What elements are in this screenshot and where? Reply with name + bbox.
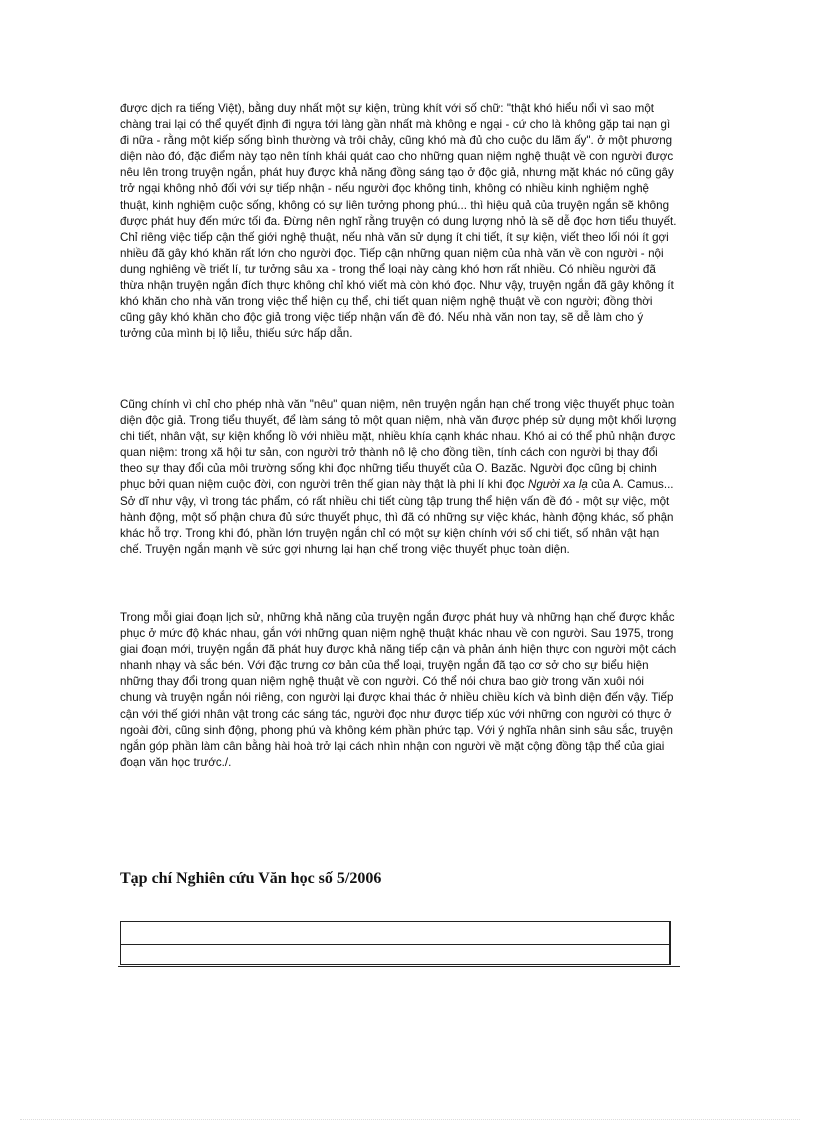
source-citation: Tạp chí Nghiên cứu Văn học số 5/2006 [120, 870, 382, 887]
box-underline [118, 966, 680, 967]
empty-bordered-box [120, 921, 671, 965]
paragraph-3 [120, 610, 678, 771]
page-bottom-edge [20, 1119, 800, 1120]
paragraph-1 [120, 101, 678, 342]
box-divider-line [121, 944, 669, 945]
paragraph-2-text-before: Cũng chính vì chỉ cho phép nhà văn "nêu" quan niệm, nên truyện ngắn hạn chế trong việc thuyết phục toàn diện độc giả. Trong tiểu thuyết, để làm sáng tỏ một quan niệm, nhà văn được phép sử dụng một khối lượng chi tiết, nhân vật, sự kiện khổng lồ với nhiều mặt, nhiều khía cạnh khác nhau. Khó ai có thể phủ nhận được quan niệm: trong xã hội tư sản, con người trở thành nô lệ cho đồng tiền, tính cách con người bị thay đổi theo sự thay đổi của môi trường sống khi đọc những tiểu thuyết của O. Bazăc. Người đọc cũng bị chinh phục bởi quan niệm cuộc đời, con người trên thế gian này thật là phi lí khi đọc [120, 398, 677, 492]
paragraph-3-text: Trong mỗi giai đoạn lịch sử, những khả năng của truyện ngắn được phát huy và những hạn chế được khắc phục ở mức độ khác nhau, gắn với những quan niệm nghệ thuật khác nhau về con người. Sau 1975, trong giai đoạn mới, truyện ngắn đã phát huy được khả năng tiếp cận và phản ánh hiện thực con người một cách nhanh nhạy và sắc bén. Với đặc trưng cơ bản của thể loại, truyện ngắn đã tạo cơ sở cho sự biểu hiện những thay đổi trong quan niệm nghệ thuật về con người. Có thể nói chưa bao giờ trong văn xuôi nói chung và truyện ngắn nói riêng, con người lại được khai thác ở nhiều chiều kích và bình diện đến vậy. Tiếp cận với thế giới nhân vật trong các sáng tác, người đọc như được tiếp xúc với những con người có thực ở ngoài đời, cũng sinh động, phong phú và không kém phần phức tạp. Với ý nghĩa nhân sinh sâu sắc, truyện ngắn góp phần làm cân bằng hài hoà trở lại cách nhìn nhận con người về mặt cộng đồng tập thể của giai đoạn văn học trước./. [120, 611, 677, 769]
book-title-nguoi-xa-la: Người xa lạ [527, 478, 588, 492]
paragraph-1-text: được dịch ra tiếng Việt), bằng duy nhất một sự kiện, trùng khít với số chữ: "thật khó hiểu nổi vì sao một chàng trai lại có thể quyết định đi ngựa tới làng gần nhất mà không e ngại - cứ cho là không gặp tai nạn gì đi nữa - rằng một kiếp sống bình thường và trôi chảy, cũng khó mà đủ cho cuộc du lãm ấy". ở một phương diện nào đó, đặc điểm này tạo nên tính khái quát cao cho những quan niệm nghệ thuật về con người được nêu lên trong truyện ngắn, phát huy được khả năng đồng sáng tạo ở độc giả, nhưng mặt khác nó cũng gây trở ngại không nhỏ đối với sự tiếp nhận - nếu người đọc không tinh, không có nhiều kinh nghiệm nghệ thuật, kinh nghiệm cuộc sống, không có sự liên tưởng phong phú... thì hiệu quả của truyện ngắn sẽ không được phát huy đến mức tối đa. Đừng nên nghĩ rằng truyện có dung lượng nhỏ là sẽ dễ đọc hơn tiểu thuyết. Chỉ riêng việc tiếp cận thế giới nghệ thuật, nếu nhà văn sử dụng ít chi tiết, ít sự kiện, viết theo lối nói ít gợi nhiều đã gây khó khăn rất lớn cho người đọc. Tiếp cận những quan niệm của nhà văn về con người - nội dung nghiêng về triết lí, tư tưởng sâu xa - trong thể loại này càng khó hơn rất nhiều. Có nhiều người đã thừa nhận truyện ngắn đích thực không chỉ khó viết mà còn khó đọc. Như vậy, truyện ngắn đã gây không ít khó khăn cho nhà văn trong việc thể hiện cụ thể, chi tiết quan niệm nghệ thuật về con người; đồng thời cũng gây khó khăn cho độc giả trong việc tiếp nhận vấn đề đó. Nếu nhà văn non tay, sẽ dễ làm cho ý tưởng của mình bị lộ liễu, thiếu sức hấp dẫn. [120, 102, 677, 341]
paragraph-2 [120, 397, 678, 558]
paragraph-2-text-after: của A. Camus... Sở dĩ như vậy, vì trong tác phẩm, có rất nhiều chi tiết cùng tập trung thể hiện vấn đề đó - một sự việc, một hành động, một số phận chưa đủ sức thuyết phục, thì đã có những sự việc khác, hành động khác, số phận khác hỗ trợ. Trong khi đó, phần lớn truyện ngắn chỉ có một sự kiện chính với số chi tiết, số nhân vật hạn chế. Truyện ngắn mạnh về sức gợi nhưng lại hạn chế trong việc thuyết phục toàn diện. [120, 478, 674, 556]
